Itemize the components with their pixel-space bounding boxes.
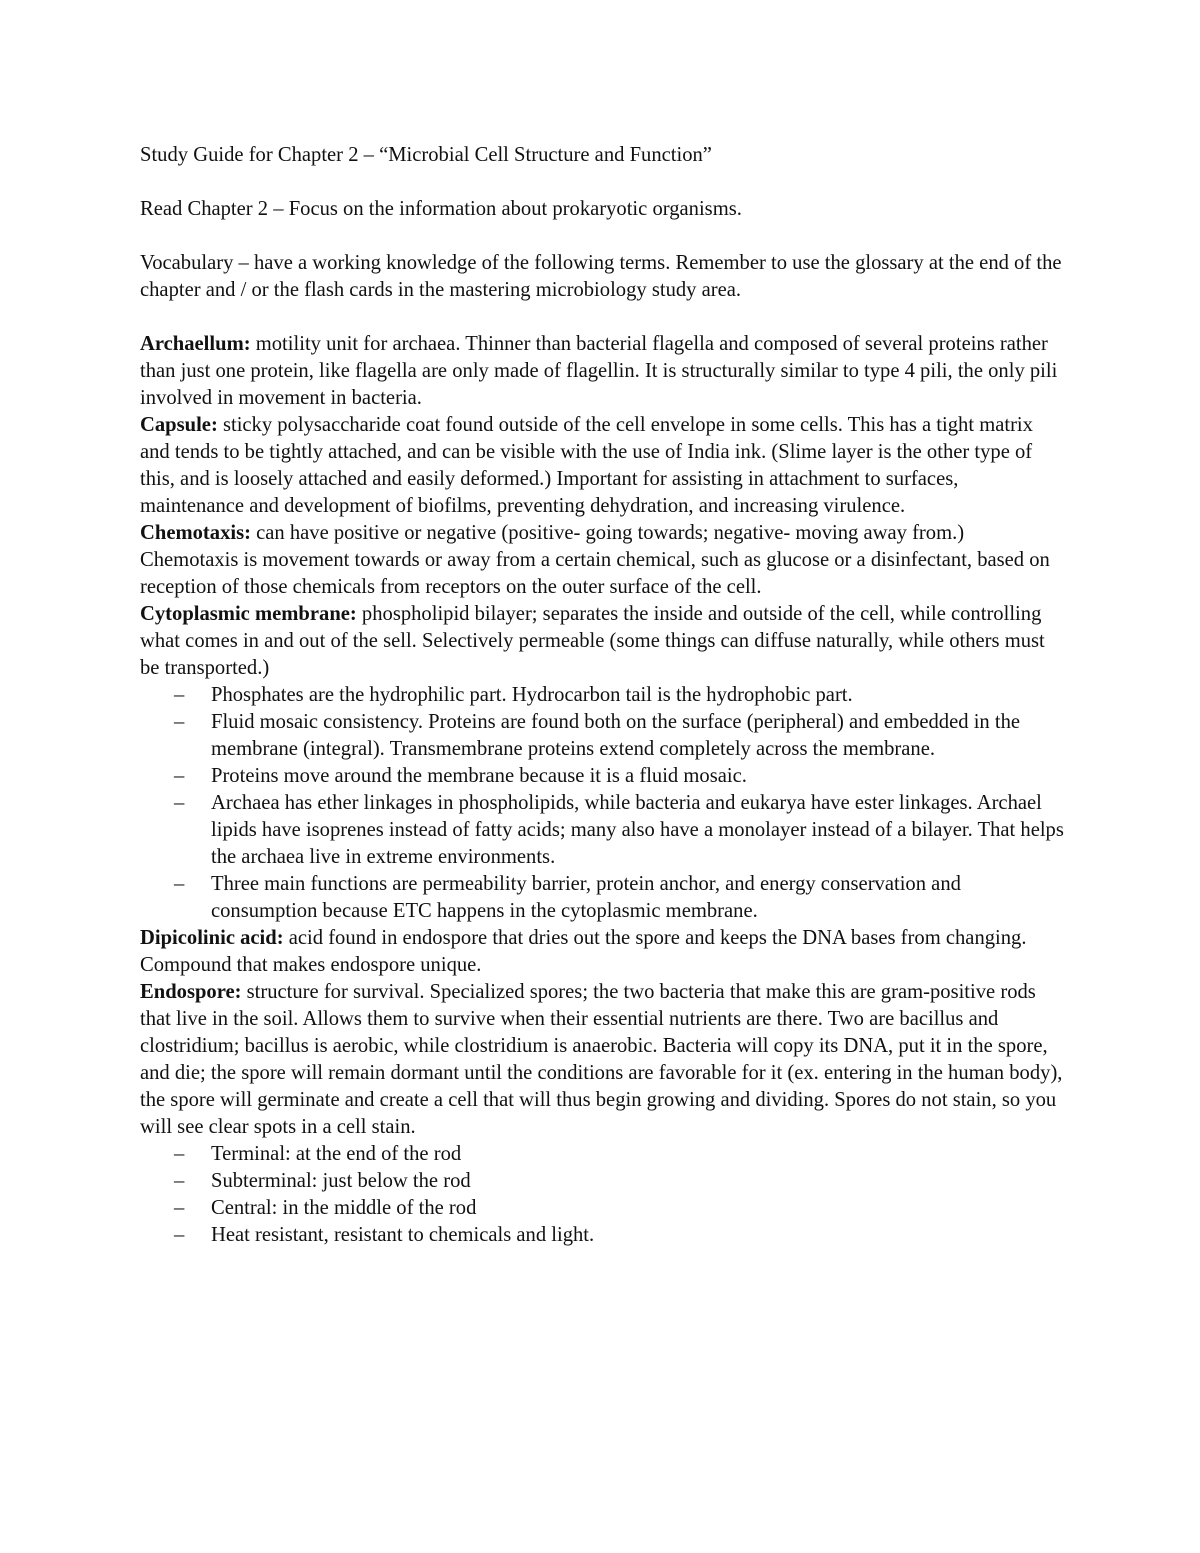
term-capsule: Capsule: — [140, 414, 218, 436]
list-item: – Heat resistant, resistant to chemicals and light. — [140, 1222, 1065, 1249]
entry-cytoplasmic-membrane — [140, 601, 1065, 682]
cytoplasmic-membrane-bullets — [140, 682, 1065, 925]
term-chemotaxis: Chemotaxis: — [140, 522, 251, 544]
document-title: Study Guide for Chapter 2 – “Microbial Cell Structure and Function” — [140, 144, 712, 166]
entry-capsule — [140, 412, 1065, 520]
list-item: – Proteins move around the membrane because it is a fluid mosaic. — [140, 763, 1065, 790]
definition-cytoplasmic-membrane: phospholipid bilayer; separates the inside and outside of the cell, while controlling what comes in and out of the sell. Selectively permeable (some things can diffuse naturally, while others must be transported.) — [140, 603, 1045, 679]
definition-endospore: structure for survival. Specialized spores; the two bacteria that make this are gram-positive rods that live in the soil. Allows them to survive when their essential nutrients are there. Two are bacillus and clostridium; bacillus is aerobic, while clostridium is anaerobic. Bacteria will copy its DNA, put it in the spore, and die; the spore will remain dormant until the conditions are favorable for it (ex. entering in the human body), the spore will germinate and create a cell that will thus begin growing and dividing. Spores do not stain, so you will see clear spots in a cell stain. — [140, 981, 1063, 1138]
term-archaellum: Archaellum: — [140, 333, 251, 355]
vocabulary-intro: Vocabulary – have a working knowledge of the following terms. Remember to use the glossary at the end of the chapter and / or the flash cards in the mastering microbiology study area. — [140, 252, 1062, 301]
list-item: – Three main functions are permeability barrier, protein anchor, and energy conservation and consumption because ETC happens in the cytoplasmic membrane. — [140, 871, 1065, 925]
list-item: – Subterminal: just below the rod — [140, 1168, 1065, 1195]
endospore-bullets — [140, 1141, 1065, 1249]
definition-dipicolinic-acid: acid found in endospore that dries out the spore and keeps the DNA bases from changing. Compound that makes endospore unique. — [140, 927, 1027, 976]
list-item: – Phosphates are the hydrophilic part. Hydrocarbon tail is the hydrophobic part. — [140, 682, 1065, 709]
entry-dipicolinic-acid — [140, 925, 1065, 979]
definition-chemotaxis: can have positive or negative (positive- going towards; negative- moving away from.) Chemotaxis is movement towards or away from a certain chemical, such as glucose or a disinfectant, based on reception of those chemicals from receptors on the outer surface of the cell. — [140, 522, 1050, 598]
entry-chemotaxis — [140, 520, 1065, 601]
list-item: – Terminal: at the end of the rod — [140, 1141, 1065, 1168]
definition-capsule: sticky polysaccharide coat found outside of the cell envelope in some cells. This has a tight matrix and tends to be tightly attached, and can be visible with the use of India ink. (Slime layer is the other type of this, and is loosely attached and easily deformed.) Important for assisting in attachment to surfaces, maintenance and development of biofilms, preventing dehydration, and increasing virulence. — [140, 414, 1033, 517]
term-dipicolinic-acid: Dipicolinic acid: — [140, 927, 284, 949]
definition-archaellum: motility unit for archaea. Thinner than bacterial flagella and composed of several proteins rather than just one protein, like flagella are only made of flagellin. It is structurally similar to type 4 pili, the only pili involved in movement in bacteria. — [140, 333, 1058, 409]
entry-archaellum — [140, 331, 1065, 412]
list-item: – Archaea has ether linkages in phospholipids, while bacteria and eukarya have ester linkages. Archael lipids have isoprenes instead of fatty acids; many also have a monolayer instead of a bilayer. That helps the archaea live in extreme environments. — [140, 790, 1065, 871]
reading-instruction: Read Chapter 2 – Focus on the information about prokaryotic organisms. — [140, 198, 742, 220]
document-page — [140, 142, 1065, 1249]
term-cytoplasmic-membrane: Cytoplasmic membrane: — [140, 603, 357, 625]
term-endospore: Endospore: — [140, 981, 242, 1003]
list-item: – Central: in the middle of the rod — [140, 1195, 1065, 1222]
entry-endospore — [140, 979, 1065, 1141]
list-item: – Fluid mosaic consistency. Proteins are found both on the surface (peripheral) and embedded in the membrane (integral). Transmembrane proteins extend completely across the membrane. — [140, 709, 1065, 763]
